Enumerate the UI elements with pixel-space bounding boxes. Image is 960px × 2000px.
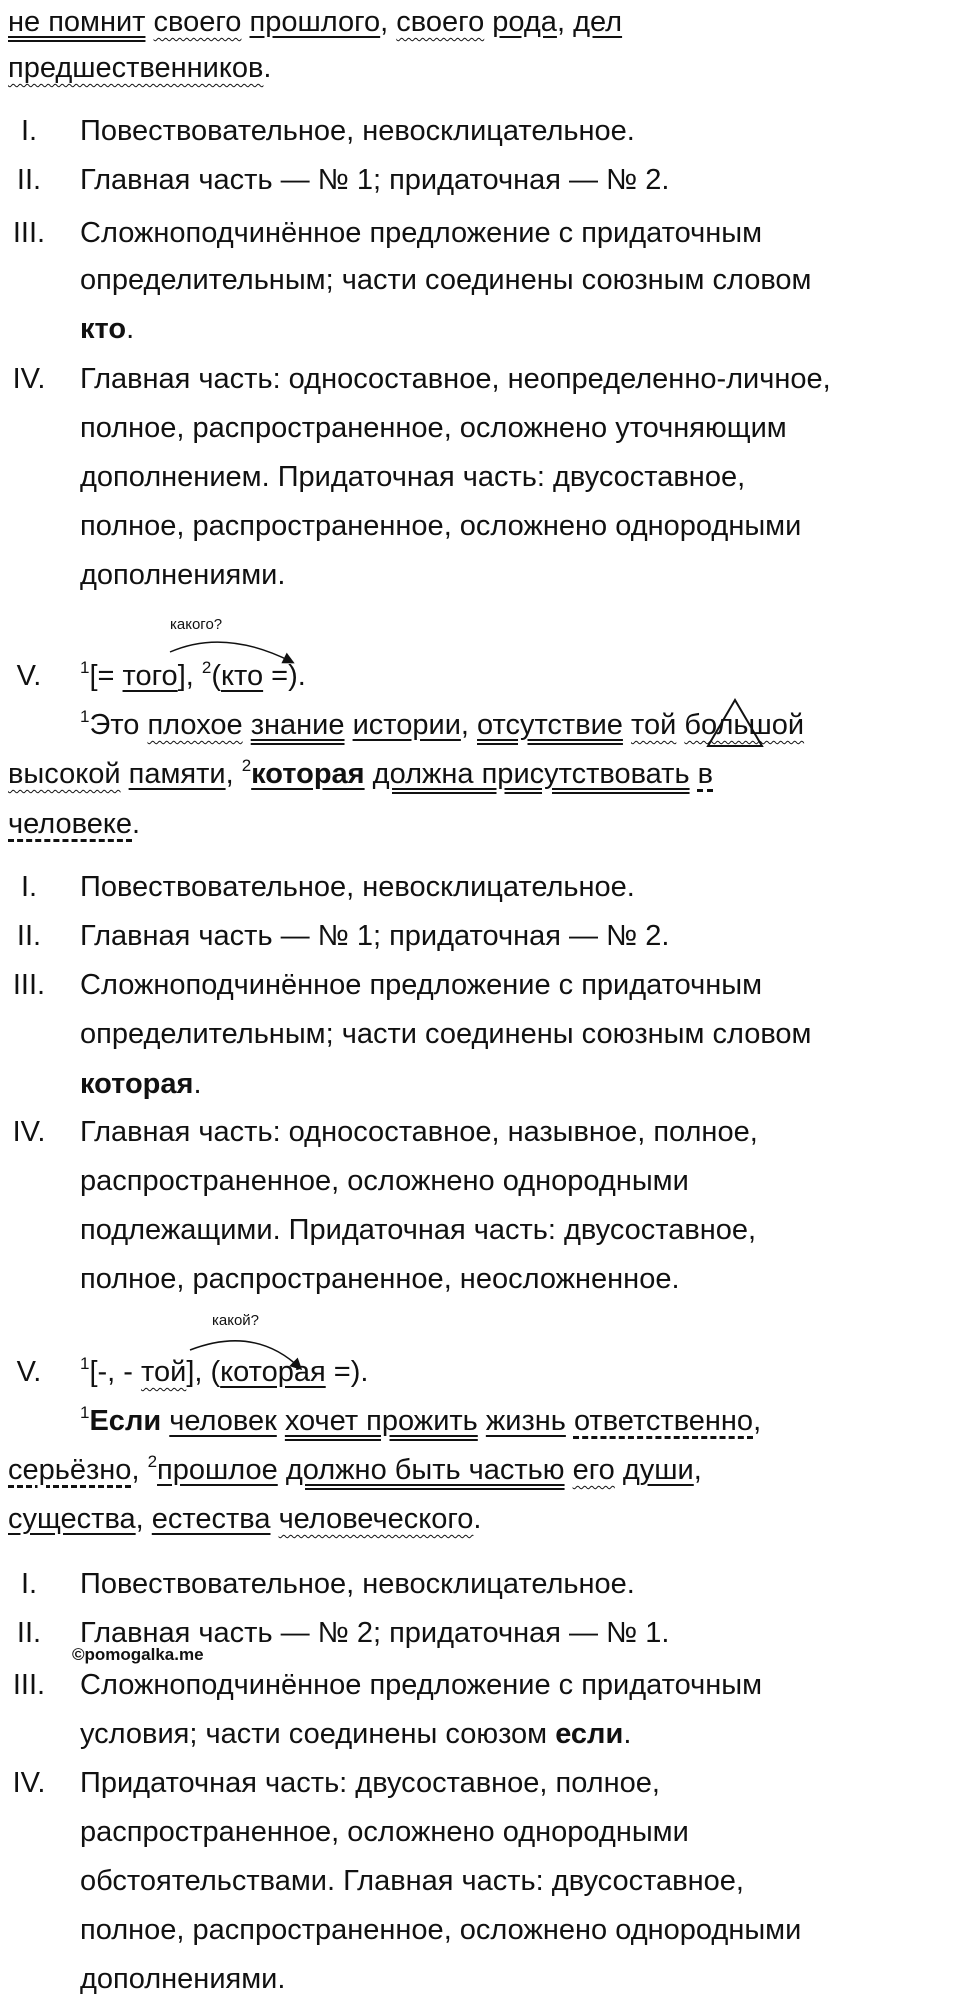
period: . xyxy=(132,808,141,840)
period: . xyxy=(126,313,135,345)
object: жизнь xyxy=(485,1405,566,1437)
marker-ii: II. xyxy=(16,164,42,196)
conjunction: Если xyxy=(89,1405,162,1437)
sentence-3-line-3 xyxy=(8,1501,481,1537)
marker-iv: IV. xyxy=(12,1116,46,1148)
part-number: 2 xyxy=(201,658,212,677)
predicate: хочет прожить xyxy=(284,1405,478,1437)
sentence-2-line-3 xyxy=(8,806,140,842)
comma: , xyxy=(460,709,469,741)
word: Это xyxy=(89,709,140,741)
object: памяти xyxy=(128,758,226,790)
marker-ii: II. xyxy=(16,1617,42,1649)
conjunction-word: кто xyxy=(80,313,127,345)
analysis-2-iv-c: подлежащими. Придаточная часть: двусоставное, xyxy=(80,1214,757,1246)
marker-i: I. xyxy=(20,1568,38,1600)
analysis-3-iv-e: дополнениями. xyxy=(80,1963,286,1995)
attribute: предшественников xyxy=(8,52,264,84)
scheme-word: кто xyxy=(221,660,264,692)
object: дел xyxy=(573,6,623,38)
subject: отсутствие xyxy=(477,709,623,741)
comma: , xyxy=(131,1454,148,1486)
marker-v: V. xyxy=(16,1356,42,1388)
analysis-1-iv-a: Главная часть: односоставное, неопределенно-личное, xyxy=(80,363,831,395)
attribute: своего xyxy=(396,6,485,38)
analysis-2-iii-a: Сложноподчинённое предложение с придаточным xyxy=(80,969,763,1001)
part-number: 1 xyxy=(80,1403,90,1422)
watermark: ©pomogalka.me xyxy=(72,1645,204,1664)
part-number: 1 xyxy=(80,707,90,726)
analysis-2-iv-d: полное, распространенное, неосложненное. xyxy=(80,1263,680,1295)
period: . xyxy=(193,1068,202,1100)
analysis-3-i: Повествовательное, невосклицательное. xyxy=(80,1568,635,1600)
sentence-3-line-1 xyxy=(80,1403,761,1439)
part-number: 2 xyxy=(241,756,252,775)
subject: прошлое xyxy=(157,1454,278,1486)
sentence-1-line-1 xyxy=(8,4,622,40)
scheme-text: =). xyxy=(325,1356,369,1388)
object: естества xyxy=(151,1503,271,1535)
object: души xyxy=(622,1454,694,1486)
analysis-3-iv-c: обстоятельствами. Главная часть: двусоставное, xyxy=(80,1865,744,1897)
comma: , xyxy=(225,758,242,790)
object: существа xyxy=(8,1503,136,1535)
scheme-text: [= xyxy=(89,660,123,692)
analysis-2-i: Повествовательное, невосклицательное. xyxy=(80,871,635,903)
adverbial: человеке xyxy=(8,808,133,840)
marker-iii: III. xyxy=(12,1669,46,1701)
object: прошлого xyxy=(249,6,381,38)
sentence-1-line-2 xyxy=(8,50,271,86)
attribute: той xyxy=(631,709,677,741)
analysis-2-iv-a: Главная часть: односоставное, назывное, полное, xyxy=(80,1116,758,1148)
scheme-text: =). xyxy=(263,660,306,692)
question-label: какой? xyxy=(212,1312,260,1329)
subject: человек xyxy=(169,1405,277,1437)
comma: , xyxy=(693,1454,702,1486)
subject: знание xyxy=(250,709,345,741)
analysis-2-ii: Главная часть — № 1; придаточная — № 2. xyxy=(80,920,670,952)
part-number: 1 xyxy=(80,1354,90,1373)
scheme-1 xyxy=(80,658,306,694)
text: условия; части соединены союзом xyxy=(80,1718,548,1750)
marker-ii: II. xyxy=(16,920,42,952)
marker-v: V. xyxy=(16,660,42,692)
analysis-1-iv-c: дополнением. Придаточная часть: двусоставное, xyxy=(80,461,746,493)
adverbial: в xyxy=(697,758,714,790)
adverbial: серьёзно xyxy=(8,1454,132,1486)
analysis-2-iv-b: распространенное, осложнено однородными xyxy=(80,1165,689,1197)
period: . xyxy=(473,1503,482,1535)
analysis-1-i: Повествовательное, невосклицательное. xyxy=(80,115,635,147)
period: . xyxy=(263,52,272,84)
period: . xyxy=(623,1718,632,1750)
part-number: 2 xyxy=(147,1452,158,1471)
conjunction-word: которая xyxy=(80,1068,194,1100)
comma: , xyxy=(380,6,389,38)
predicate: должна присутствовать xyxy=(372,758,690,790)
marker-iv: IV. xyxy=(12,363,46,395)
analysis-1-ii: Главная часть — № 1; придаточная — № 2. xyxy=(80,164,670,196)
predicate: не помнит xyxy=(8,6,146,38)
analysis-3-iv-b: распространенное, осложнено однородными xyxy=(80,1816,689,1848)
object: рода xyxy=(492,6,557,38)
analysis-1-iv-e: дополнениями. xyxy=(80,559,286,591)
scheme-word: той xyxy=(141,1356,187,1388)
scheme-text: ( xyxy=(211,660,221,692)
analysis-2-iii-c xyxy=(80,1066,202,1102)
marker-iv: IV. xyxy=(12,1767,46,1799)
scheme-word: того xyxy=(122,660,178,692)
scheme-2 xyxy=(80,1354,368,1390)
scheme-text: [-, - xyxy=(89,1356,142,1388)
question-label: какого? xyxy=(170,616,223,633)
attribute: его xyxy=(572,1454,615,1486)
conjunction: если xyxy=(555,1718,624,1750)
attribute: высокой xyxy=(8,758,121,790)
adverbial: ответственно xyxy=(573,1405,754,1437)
analysis-1-iv-b: полное, распространенное, осложнено уточняющим xyxy=(80,412,787,444)
analysis-1-iii-c xyxy=(80,311,134,347)
attribute: плохое xyxy=(147,709,243,741)
marker-iii: III. xyxy=(12,969,46,1001)
scheme-text: ], ( xyxy=(186,1356,221,1388)
analysis-2-iii-b: определительным; части соединены союзным словом xyxy=(80,1018,812,1050)
analysis-3-iv-a: Придаточная часть: двусоставное, полное, xyxy=(80,1767,660,1799)
analysis-3-iii-b xyxy=(80,1716,631,1752)
subject: которая xyxy=(251,758,365,790)
marker-iii: III. xyxy=(12,217,46,249)
object: истории xyxy=(352,709,461,741)
comma: , xyxy=(753,1405,762,1437)
sentence-2-line-1 xyxy=(80,707,804,743)
attribute: человеческого xyxy=(278,1503,474,1535)
part-number: 1 xyxy=(80,658,90,677)
analysis-1-iii-b: определительным; части соединены союзным словом xyxy=(80,264,812,296)
marker-i: I. xyxy=(20,871,38,903)
comma: , xyxy=(135,1503,152,1535)
analysis-3-ii: Главная часть — № 2; придаточная — № 1. xyxy=(80,1617,670,1649)
analysis-1-iii-a: Сложноподчинённое предложение с придаточным xyxy=(80,217,763,249)
analysis-1-iv-d: полное, распространенное, осложнено однородными xyxy=(80,510,802,542)
attribute: своего xyxy=(153,6,242,38)
predicate: должно быть частью xyxy=(285,1454,565,1486)
sentence-3-line-2 xyxy=(8,1452,702,1488)
analysis-3-iv-d: полное, распространенное, осложнено однородными xyxy=(80,1914,802,1946)
marker-i: I. xyxy=(20,115,38,147)
attribute: большой xyxy=(684,709,805,741)
scheme-text: ], xyxy=(177,660,202,692)
comma: , xyxy=(556,6,565,38)
analysis-3-iii-a: Сложноподчинённое предложение с придаточным xyxy=(80,1669,763,1701)
scheme-word: которая xyxy=(220,1356,326,1388)
sentence-2-line-2 xyxy=(8,756,713,792)
